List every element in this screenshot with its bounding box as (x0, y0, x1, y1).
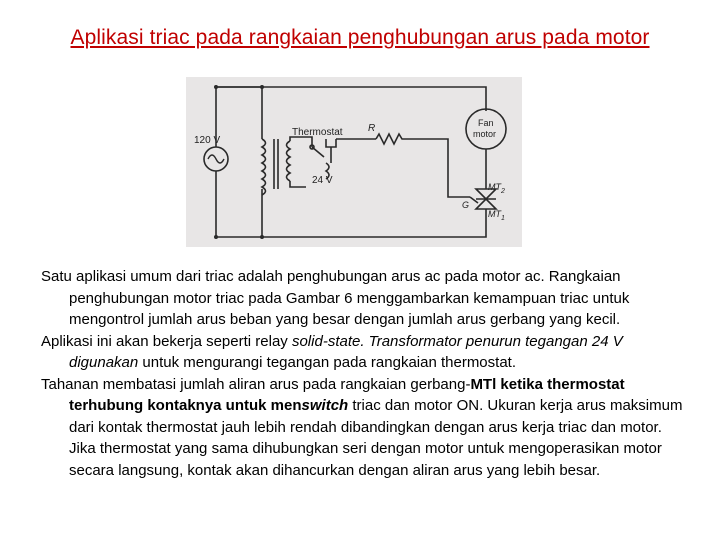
wire-primary-top (216, 87, 262, 139)
circuit-diagram-svg (186, 77, 522, 247)
paragraph-2 (41, 331, 691, 374)
thermostat-label: Thermostat (292, 127, 343, 138)
resistor (376, 134, 470, 197)
paragraph-2-italic: solid-state. Transformator penurun tegangan 24 V digunakan (69, 332, 623, 371)
paragraph-2-tail: untuk mengurangi tegangan pada rangkaian thermostat. (138, 354, 516, 371)
body-text (41, 266, 691, 481)
paragraph-3 (41, 374, 691, 482)
mt1-label: $MT_1$ (488, 209, 505, 222)
wire-secondary-bottom (290, 181, 306, 187)
fan-label: Fan (478, 118, 494, 128)
paragraph-3-tail: triac dan motor ON. Ukuran kerja arus maksimum dari kontak thermostat jauh lebih rendah dibandingkan dengan arus kerja triac dan motor. Jika thermostat yang sama dihubungkan seri dengan motor untuk mengoperasikan motor secara langsung, kontak akan dihancurkan dengan aliran arus yang lebih besar. (69, 397, 683, 479)
motor-label: motor (473, 129, 497, 139)
wire-top (216, 87, 486, 111)
wire-left (216, 87, 486, 237)
paragraph-3-italic: switch (301, 397, 349, 414)
paragraph-1: Satu aplikasi umum dari triac adalah penghubungan arus ac pada motor ac. Rangkaian penghubungan motor triac pada Gambar 6 menggambarkan kemampuan triac untuk mengontrol jumlah arus beban yang besar dengan jumlah arus gerbang yang kecil. (41, 268, 630, 328)
paragraph-2-text: Aplikasi ini akan bekerja seperti relay (41, 332, 292, 350)
paragraph-3-text: Tahanan membatasi jumlah aliran arus pada rangkaian gerbang- (41, 375, 471, 393)
primary-coil (262, 139, 266, 195)
slide-title: Aplikasi triac pada rangkaian penghubungan arus pada motor (70, 26, 650, 49)
circuit-diagram (186, 77, 522, 247)
gate-label: G (462, 200, 470, 210)
resistor-label: R (368, 123, 376, 134)
voltage-in-label: 120 V (194, 135, 221, 146)
secondary-coil (287, 141, 291, 181)
wire-secondary-top (290, 137, 312, 147)
paragraph-3-bold: MTl ketika thermostat terhubung kontaknya untuk men (69, 375, 625, 414)
mt2-label: $MT_2$ (488, 182, 505, 195)
voltage-low-label: 24 V (312, 175, 333, 186)
